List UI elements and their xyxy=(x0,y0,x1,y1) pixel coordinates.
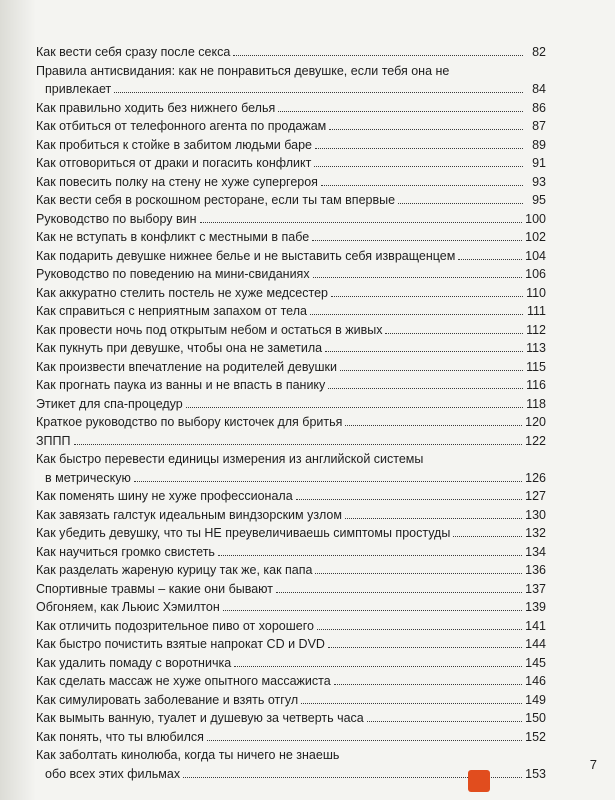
toc-entry-page: 93 xyxy=(532,174,546,189)
toc-entry-page: 86 xyxy=(532,100,546,115)
toc-entry-title: Как вести себя в роскошном ресторане, если ты там впервые xyxy=(36,193,396,207)
toc-entry xyxy=(36,170,546,189)
toc-entry xyxy=(36,596,546,615)
toc-entry xyxy=(36,540,546,559)
toc-entry-title-continuation: в метрическую xyxy=(45,470,131,485)
toc-entry-page: 82 xyxy=(532,45,546,59)
toc-entry-page: 118 xyxy=(526,396,546,411)
dot-leader xyxy=(296,499,522,500)
toc-entry-page: 134 xyxy=(525,544,546,559)
toc-entry-title: Как пробиться к стойке в забитом людьми баре xyxy=(36,137,312,152)
dot-leader xyxy=(278,111,523,112)
toc-entry xyxy=(36,688,546,707)
toc-entry-title: Как провести ночь под открытым небом и остаться в живых xyxy=(36,322,383,337)
toc-entry xyxy=(36,226,546,245)
toc-entry-page: 95 xyxy=(532,193,546,207)
toc-entry xyxy=(36,725,546,744)
dot-leader xyxy=(312,240,522,241)
toc-entry-title: Этикет для спа-процедур xyxy=(36,396,183,411)
toc-entry-page: 104 xyxy=(525,248,546,263)
toc-entry xyxy=(36,707,546,726)
toc-entry xyxy=(36,189,546,208)
toc-entry-page: 126 xyxy=(525,470,546,485)
dot-leader xyxy=(186,407,523,408)
toc-entry xyxy=(36,670,546,689)
toc-entry-title: Обгоняем, как Льюис Хэмилтон xyxy=(36,600,220,614)
toc-entry-title: Как отличить подозрительное пиво от хорошего xyxy=(36,618,314,633)
toc-entry-page: 127 xyxy=(525,489,546,503)
dot-leader xyxy=(276,592,522,593)
toc-entry xyxy=(36,300,546,319)
toc-entry-page: 130 xyxy=(525,507,546,522)
dot-leader xyxy=(223,610,522,611)
toc-entry-title: Как научиться громко свистеть xyxy=(36,544,215,559)
dot-leader xyxy=(315,573,522,574)
dot-leader xyxy=(328,388,523,389)
toc-entry xyxy=(36,503,546,522)
toc-entry-page: 100 xyxy=(525,211,546,226)
toc-entry-title: Как справиться с неприятным запахом от тела xyxy=(36,304,307,318)
dot-leader xyxy=(345,518,522,519)
toc-entry-title: Как вести себя сразу после секса xyxy=(36,45,231,59)
toc-entry-title: Как подарить девушке нижнее белье и не выставить себя извращенцем xyxy=(36,248,456,263)
toc-entry xyxy=(36,577,546,596)
dot-leader xyxy=(334,684,522,685)
toc-entry xyxy=(36,59,546,96)
toc-entry xyxy=(36,318,546,337)
toc-entry-title: Спортивные травмы – какие они бывают xyxy=(36,581,273,596)
toc-entry-page: 102 xyxy=(525,230,546,244)
toc-entry-page: 106 xyxy=(525,267,546,281)
dot-leader xyxy=(321,185,523,186)
toc-entry-title: Как правильно ходить без нижнего белья xyxy=(36,100,276,115)
toc-entry xyxy=(36,429,546,448)
dot-leader xyxy=(314,166,523,167)
toc-entry xyxy=(36,337,546,356)
toc-entry xyxy=(36,614,546,633)
spine-shadow xyxy=(0,0,36,800)
toc-entry xyxy=(36,374,546,393)
toc-entry xyxy=(36,152,546,171)
toc-entry-title: Краткое руководство по выбору кисточек для бритья xyxy=(36,415,343,429)
toc-entry-page: 115 xyxy=(526,359,546,374)
dot-leader xyxy=(310,314,523,315)
toc-entry-title: Как вымыть ванную, туалет и душевую за четверть часа xyxy=(36,711,364,725)
toc-entry-title: ЗППП xyxy=(36,433,71,448)
toc-entry xyxy=(36,392,546,411)
toc-entry xyxy=(36,522,546,541)
toc-entry-page: 139 xyxy=(525,600,546,614)
dot-leader xyxy=(453,536,522,537)
toc-entry-page: 89 xyxy=(532,137,546,152)
toc-entry-page: 150 xyxy=(525,711,546,725)
toc-entry-page: 112 xyxy=(526,322,546,337)
dot-leader xyxy=(218,555,522,556)
toc-entry xyxy=(36,448,546,485)
dot-leader xyxy=(134,481,522,482)
toc-entry-title: Как убедить девушку, что ты НЕ преувеличиваешь симптомы простуды xyxy=(36,526,451,540)
toc-entry-title: Руководство по выбору вин xyxy=(36,211,197,226)
dot-leader xyxy=(317,629,522,630)
dot-leader xyxy=(301,703,522,704)
toc-entry-title: Как завязать галстук идеальным виндзорским узлом xyxy=(36,507,342,522)
toc-entry xyxy=(36,133,546,152)
dot-leader xyxy=(200,222,523,223)
toc-entry-title: Как не вступать в конфликт с местными в пабе xyxy=(36,230,310,244)
dot-leader xyxy=(114,92,523,93)
dot-leader xyxy=(329,129,523,130)
dot-leader xyxy=(207,740,522,741)
toc-entry-title: Как сделать массаж не хуже опытного массажиста xyxy=(36,674,331,688)
toc-entry xyxy=(36,651,546,670)
dot-leader xyxy=(74,444,523,445)
toc-entry xyxy=(36,559,546,578)
publisher-logo xyxy=(468,770,490,792)
toc-entry-page: 111 xyxy=(526,304,546,318)
toc-entry xyxy=(36,281,546,300)
dot-leader xyxy=(315,148,523,149)
toc-entry-page: 146 xyxy=(525,674,546,688)
toc-entry-page: 152 xyxy=(525,729,546,744)
toc-entry-title: Как симулировать заболевание и взять отгул xyxy=(36,692,299,707)
toc-entry-title: Как разделать жареную курицу так же, как папа xyxy=(36,563,313,577)
toc-entry xyxy=(36,244,546,263)
toc-entry-title: Правила антисвидания: как не понравиться девушке, если тебя она не xyxy=(36,63,450,78)
dot-leader xyxy=(340,370,523,371)
dot-leader xyxy=(458,259,522,260)
toc-entry xyxy=(36,42,546,59)
toc-entry-page: 122 xyxy=(525,433,546,448)
dot-leader xyxy=(313,277,523,278)
toc-entry-page: 136 xyxy=(525,563,546,577)
dot-leader xyxy=(385,333,523,334)
toc-entry xyxy=(36,485,546,504)
table-of-contents xyxy=(36,42,546,781)
toc-entry-title: Как отбиться от телефонного агента по продажам xyxy=(36,119,327,133)
toc-entry-page: 110 xyxy=(526,285,546,300)
toc-entry-page: 113 xyxy=(526,341,546,355)
toc-entry-title: Как понять, что ты влюбился xyxy=(36,729,204,744)
toc-entry xyxy=(36,633,546,652)
toc-entry-page: 84 xyxy=(532,82,546,96)
toc-entry-page: 137 xyxy=(525,581,546,596)
toc-entry-title: Как быстро почистить взятые напрокат CD и DVD xyxy=(36,637,325,651)
toc-entry-title: Как пукнуть при девушке, чтобы она не заметила xyxy=(36,341,323,355)
dot-leader xyxy=(398,203,523,204)
toc-entry xyxy=(36,411,546,430)
toc-entry-page: 132 xyxy=(525,526,546,540)
toc-entry-title: Как произвести впечатление на родителей девушки xyxy=(36,359,337,374)
toc-entry xyxy=(36,355,546,374)
toc-entry-title: Как аккуратно стелить постель не хуже медсестер xyxy=(36,285,328,300)
toc-entry xyxy=(36,115,546,134)
toc-entry-page: 144 xyxy=(525,637,546,651)
toc-entry-title: Как заболтать кинолюба, когда ты ничего не знаешь xyxy=(36,748,340,762)
toc-entry-title: Как отговориться от драки и погасить конфликт xyxy=(36,156,312,170)
toc-entry-title: Как удалить помаду с воротничка xyxy=(36,655,232,670)
toc-entry-page: 116 xyxy=(526,378,546,392)
toc-entry-page: 153 xyxy=(525,766,546,781)
toc-entry-page: 87 xyxy=(532,119,546,133)
toc-entry-title: Как повесить полку на стену не хуже супергероя xyxy=(36,174,318,189)
dot-leader xyxy=(345,425,522,426)
toc-entry-page: 141 xyxy=(525,618,546,633)
dot-leader xyxy=(233,55,523,56)
toc-entry-title: Руководство по поведению на мини-свиданиях xyxy=(36,267,310,281)
dot-leader xyxy=(328,647,522,648)
toc-entry-title-continuation: обо всех этих фильмах xyxy=(45,766,181,781)
toc-entry-page: 120 xyxy=(525,415,546,429)
dot-leader xyxy=(234,666,522,667)
toc-entry-page: 149 xyxy=(525,692,546,707)
toc-entry-title: Как поменять шину не хуже профессионала xyxy=(36,489,293,503)
dot-leader xyxy=(331,296,523,297)
dot-leader xyxy=(325,351,523,352)
dot-leader xyxy=(367,721,522,722)
toc-entry-page: 91 xyxy=(532,156,546,170)
toc-entry-title: Как быстро перевести единицы измерения из английской системы xyxy=(36,452,424,466)
toc-entry xyxy=(36,263,546,282)
page-number: 7 xyxy=(589,757,597,772)
toc-entry-title: Как прогнать паука из ванны и не впасть в панику xyxy=(36,378,326,392)
toc-entry-title-continuation: привлекает xyxy=(45,82,112,96)
toc-entry xyxy=(36,207,546,226)
toc-entry xyxy=(36,96,546,115)
toc-entry-page: 145 xyxy=(525,655,546,670)
